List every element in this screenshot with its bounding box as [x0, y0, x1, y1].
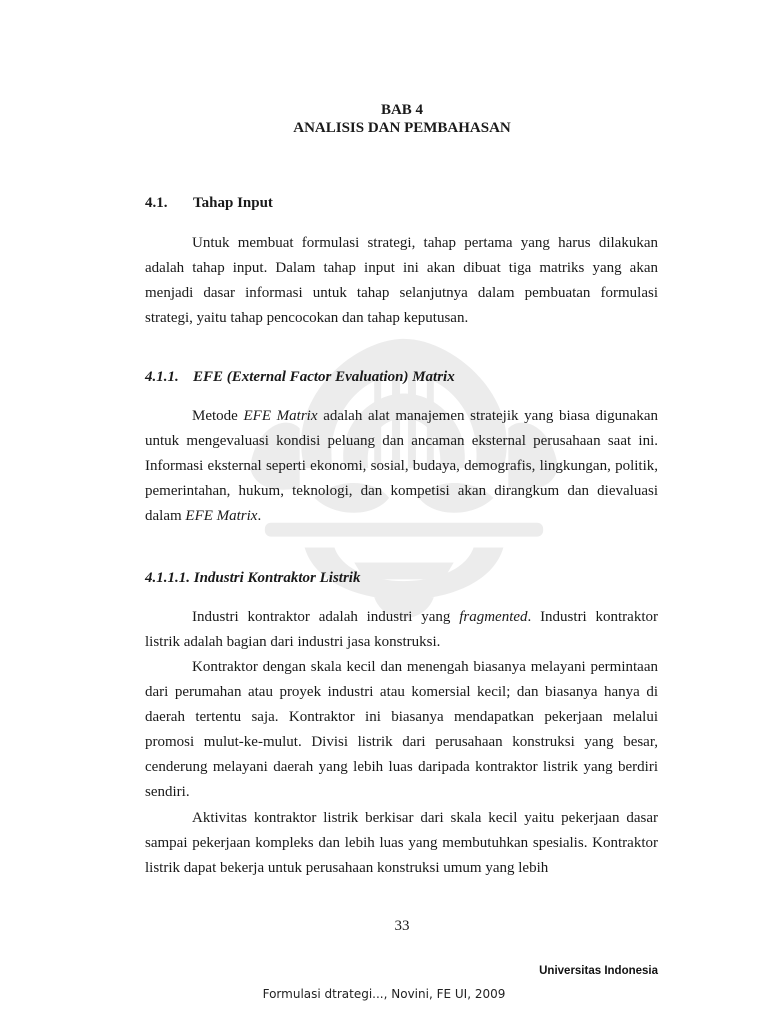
- section-number: 4.1.: [145, 195, 168, 211]
- text-run: . Industri kontraktor listrik adalah bagian dari industri jasa konstruksi.: [145, 609, 658, 650]
- university-name: Universitas Indonesia: [539, 965, 658, 977]
- chapter-number: BAB 4: [380, 102, 424, 118]
- footer-citation: Formulasi dtrategi..., Novini, FE UI, 2009: [262, 987, 506, 1001]
- text-run: Industri kontraktor adalah industri yang: [192, 609, 460, 625]
- section-title: Tahap Input: [193, 195, 273, 211]
- text-run: adalah alat manajemen stratejik yang biasa digunakan untuk mengevaluasi kondisi peluang dan ancaman eksternal perusahaan saat ini. Informasi eksternal seperti ekonomi, sosial, budaya, demografis, lingkungan, politik, pemerintahan, hukum, teknologi, dan kompetisi akan dirangkum dan dievaluasi dalam: [145, 408, 658, 524]
- text-run: .: [257, 508, 262, 524]
- section-heading-industri-kontraktor: [145, 570, 360, 587]
- paragraph-industri-kontraktor-2: Kontraktor dengan skala kecil dan menengah biasanya melayani permintaan dari perumahan atau proyek industri atau komersial kecil; dan biasanya hanya di daerah tertentu saja. Kontraktor ini biasanya mendapatkan pekerjaan melalui promosi mulut-ke-mulut. Divisi listrik dari perusahaan konstruksi yang besar, cenderung melayani daerah yang lebih luas daripada kontraktor listrik yang berdiri sendiri.: [145, 659, 658, 800]
- section-heading-efe-matrix: [145, 369, 455, 386]
- section-number: 4.1.1.1.: [145, 570, 190, 586]
- section-number: 4.1.1.: [145, 369, 179, 385]
- italic-term: EFE Matrix: [185, 508, 258, 524]
- paragraph-efe-matrix: [145, 404, 658, 529]
- page-number: 33: [394, 918, 410, 934]
- italic-term: fragmented: [459, 609, 528, 625]
- paragraph-industri-kontraktor-3: Aktivitas kontraktor listrik berkisar dari skala kecil yaitu pekerjaan dasar sampai pekerjaan kompleks dan lebih luas yang membutuhkan spesialis. Kontraktor listrik dapat bekerja untuk perusahaan konstruksi umum yang lebih: [145, 810, 658, 876]
- section-title: EFE (External Factor Evaluation) Matrix: [193, 369, 455, 385]
- paragraph-industri-kontraktor-1: [145, 605, 658, 655]
- text-run: Metode: [192, 408, 244, 424]
- italic-term: EFE Matrix: [243, 408, 318, 424]
- paragraph-tahap-input: Untuk membuat formulasi strategi, tahap pertama yang harus dilakukan adalah tahap input. Dalam tahap input ini akan dibuat tiga matriks yang akan menjadi dasar informasi untuk tahap selanjutnya dalam pembuatan formulasi strategi, yaitu tahap pencocokan dan tahap keputusan.: [145, 235, 658, 326]
- chapter-title: ANALISIS DAN PEMBAHASAN: [293, 120, 511, 136]
- section-heading-tahap-input: [145, 195, 273, 212]
- section-title: Industri Kontraktor Listrik: [193, 570, 361, 586]
